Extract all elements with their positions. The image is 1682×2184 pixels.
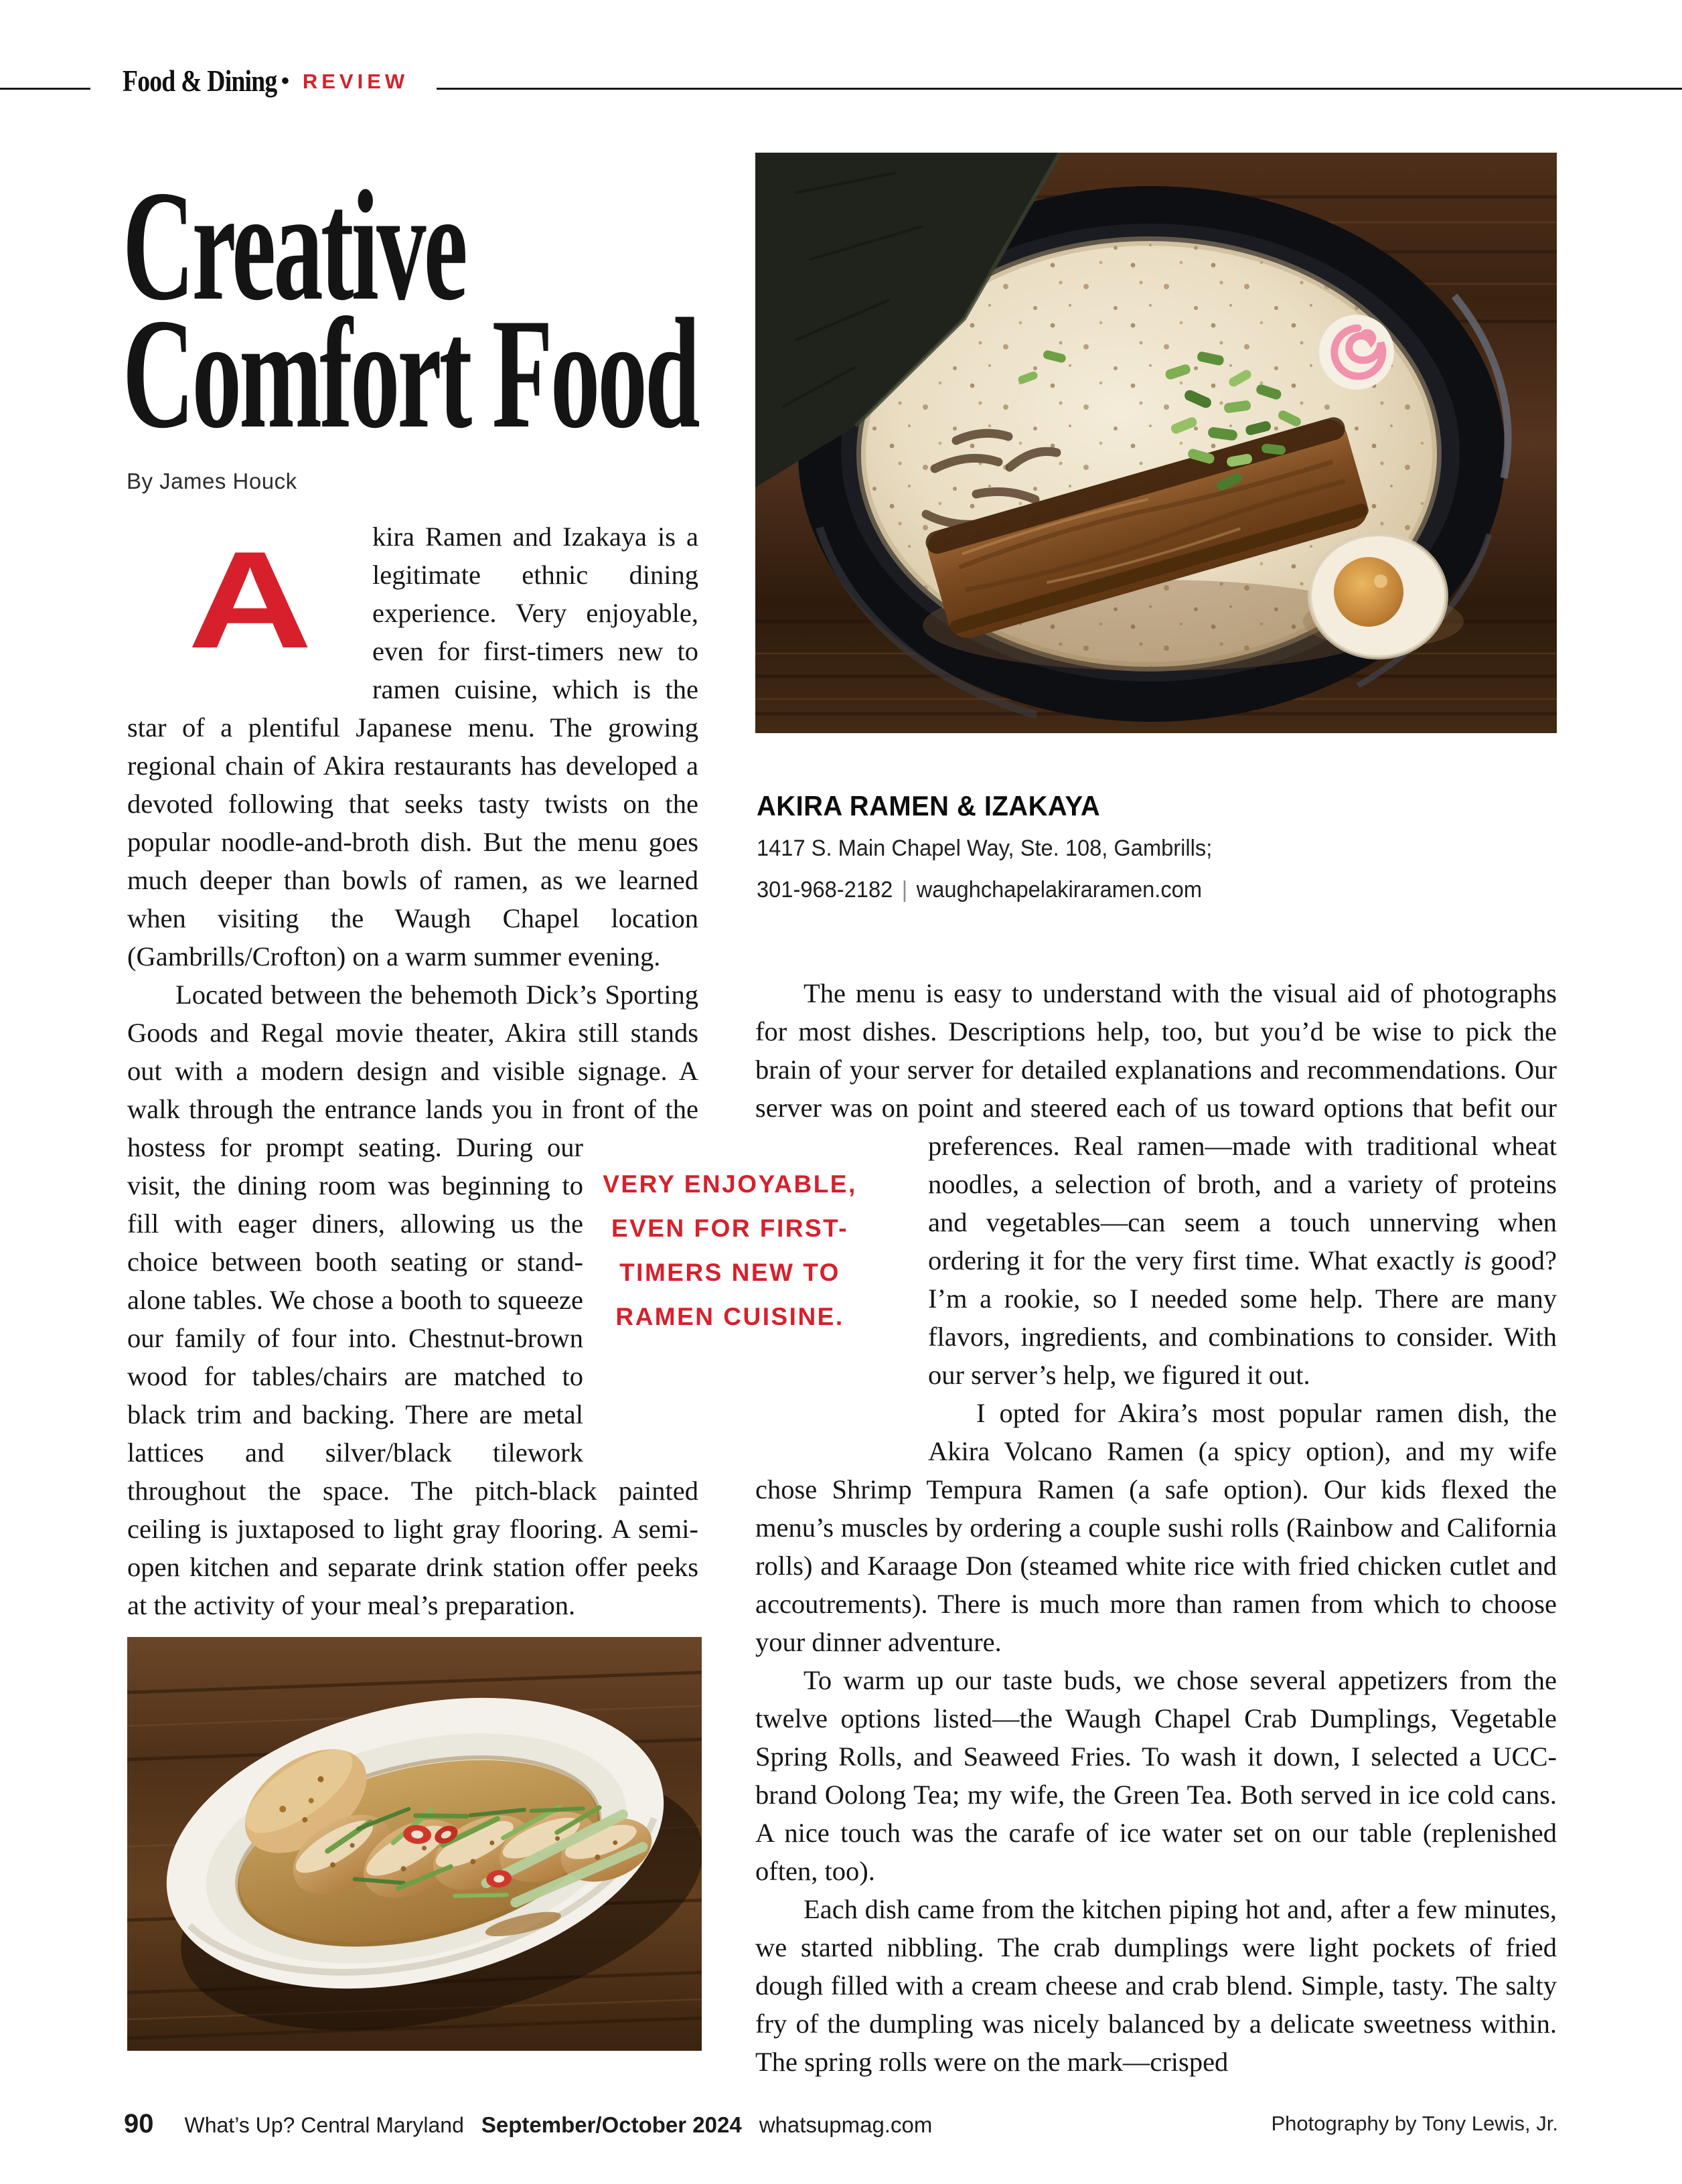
paragraph: To warm up our taste buds, we chose several appetizers from the twelve options listed—the Waugh Chapel Crab Dumplings, Vegetable Spring Rolls, and Seaweed Fries. To wash it down, I selected a UCC-brand Oolong Tea; my wife, the Green Tea. Both served in ice cold cans. A nice touch was the carafe of ice water set on our table (replenished often, too). bbox=[755, 1665, 1557, 1886]
publication-name: What’s Up? Central Maryland bbox=[184, 2113, 464, 2137]
kicker-dot: • bbox=[281, 68, 289, 94]
header-rule-right bbox=[437, 88, 1682, 90]
pull-quote-line: VERY ENJOYABLE, bbox=[603, 1170, 857, 1198]
paragraph bbox=[127, 518, 698, 976]
dumplings-photo bbox=[127, 1637, 702, 2051]
header-rule-left bbox=[0, 88, 90, 90]
section-label: Food & Dining bbox=[123, 64, 277, 98]
restaurant-website: waughchapelakiraramen.com bbox=[916, 877, 1203, 903]
restaurant-info bbox=[757, 792, 1231, 903]
restaurant-address: 1417 S. Main Chapel Way, Ste. 108, Gambrills; bbox=[757, 836, 1213, 861]
byline: By James Houck bbox=[127, 469, 297, 493]
drop-cap: A bbox=[187, 523, 312, 677]
drop-cap-box bbox=[127, 518, 372, 708]
paragraph-text: kira Ramen and Izakaya is a legitimate ethnic dining experience. Very enjoyable, even for first-timers new to ramen cuisine, which is the star of a plentiful Japanese menu. The growing regional chain of Akira restaurants has developed a devoted following that seeks tasty twists on the popular noodle-and-broth dish. But the menu goes much deeper than bowls of ramen, as we learned when visiting the Waugh Chapel location (Gambrills/Crofton) on a warm summer evening. bbox=[127, 522, 698, 971]
paragraph: Each dish came from the kitchen piping hot and, after a few minutes, we started nibbling. The crab dumplings were light pockets of fried dough filled with a cream cheese and crab blend. Simple, tasty. The salty fry of the dumpling was nicely balanced by a delicate sweetness within. The spring rolls were on the mark—crisped bbox=[755, 1894, 1557, 2077]
page-number: 90 bbox=[124, 2109, 154, 2138]
narutomaki-fishcake bbox=[1319, 315, 1394, 390]
title-line-1: Creative bbox=[123, 159, 465, 333]
issue-date: September/October 2024 bbox=[481, 2112, 742, 2137]
restaurant-phone: 301-968-2182 bbox=[757, 877, 893, 903]
paragraph: I opted for Akira’s most popular ramen dish, the Akira Volcano Ramen (a spicy option), and my wife chose Shrimp Tempura Ramen (a safe option). Our kids flexed the menu’s muscles by ordering a couple sushi rolls (Rainbow and California rolls) and Karaage Don (steamed white rice with fried chicken cutlet and accoutrements). There is much more than ramen from which to choose your dinner adventure. bbox=[755, 1398, 1557, 1657]
left-column bbox=[127, 518, 698, 1624]
paragraph-text: good? I’m a rookie, so I needed some help. There are many flavors, ingredients, and combinations to consider. With our server’s help, we figured it out. bbox=[928, 1245, 1557, 1390]
title-line-2: Comfort Food bbox=[123, 287, 698, 461]
ramen-bowl-photo bbox=[755, 153, 1557, 733]
section-kicker bbox=[123, 66, 408, 96]
right-column bbox=[755, 974, 1557, 2081]
italic-word: is bbox=[1463, 1245, 1482, 1275]
paragraph bbox=[755, 974, 1557, 1394]
text-wrap-spacer bbox=[755, 1127, 928, 1434]
restaurant-name: AKIRA RAMEN & IZAKAYA bbox=[757, 790, 1101, 822]
photo-credit: Photography by Tony Lewis, Jr. bbox=[1271, 2112, 1558, 2135]
publication-website: whatsupmag.com bbox=[759, 2112, 933, 2137]
restaurant-contact bbox=[757, 876, 1212, 903]
contact-divider: | bbox=[901, 877, 908, 903]
pull-quote-line: EVEN FOR FIRST- bbox=[611, 1215, 849, 1242]
pull-quote-line: TIMERS NEW TO bbox=[619, 1259, 840, 1286]
paragraph-text: The menu is easy to understand with the visual aid of photographs for most dishes. Descriptions help, too, but you’d be wise to pick the brain of your server for detailed explanations and recommendations. Our server was on point and steered each of us toward options that befit our preferences. Real ramen—made with traditional wheat noodles, a selection of broth, and a variety of proteins and vegetables—can seem a touch unnerving when ordering it for the very first time. What exactly bbox=[755, 978, 1557, 1275]
page-footer bbox=[124, 2110, 1558, 2137]
pull-quote-line: RAMEN CUISINE. bbox=[615, 1303, 844, 1330]
paragraph-text: Located between the behemoth Dick’s Sporting Goods and Regal movie theater, Akira still stands out with a modern design and visible signage. A walk through the entrance lands you in front of the hostess for prompt seating. During our visit, the dining room was beginning to fill with eager diners, allowing us the choice between booth seating or stand-alone tables. We chose a booth to squeeze our family of four into. Chestnut-brown wood for tables/chairs are matched to black trim and backing. There are metal lattices and silver/black tilework throughout the space. The pitch-black painted ceiling is juxtaposed to light gray flooring. A semi-open kitchen and separate drink station offer peeks at the activity of your meal’s preparation. bbox=[127, 980, 698, 1620]
review-tag: REVIEW bbox=[302, 69, 409, 93]
